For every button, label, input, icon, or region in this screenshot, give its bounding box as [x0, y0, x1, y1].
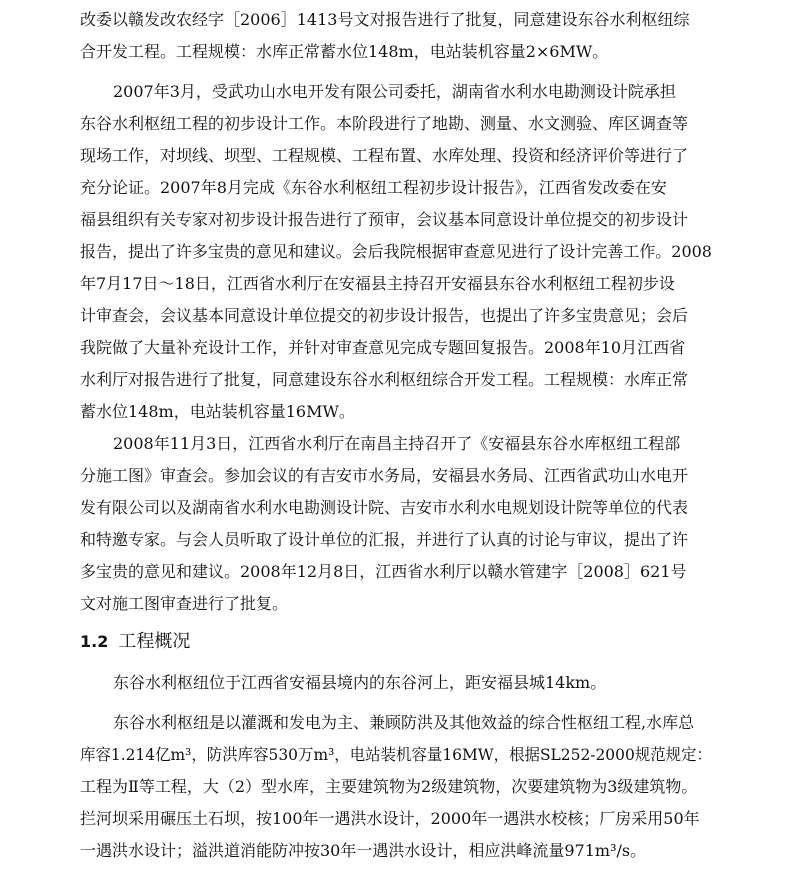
text-line: 年7月17日～18日，江西省水利厅在安福县主持召开安福县东谷水利枢纽工程初步设 [80, 274, 675, 293]
text-line: 一遇洪水设计；溢洪道消能防冲按30年一遇洪水设计，相应洪峰流量971m³/s。 [80, 841, 647, 860]
text-line: 合开发工程。工程规模：水库正常蓄水位148m，电站装机容量2×6MW。 [80, 42, 609, 61]
section-number: 1.2 [80, 632, 109, 651]
text-line: 报告，提出了许多宝贵的意见和建议。会后我院根据审查意见进行了设计完善工作。2008 [80, 242, 712, 261]
text-line: 东谷水利枢纽是以灌溉和发电为主、兼顾防洪及其他效益的综合性枢纽工程,水库总 [113, 713, 695, 732]
text-line: 库容1.214亿m³，防洪库容530万m³，电站装机容量16MW，根据SL252-2000规范规定： [80, 745, 712, 764]
section-heading [80, 628, 190, 656]
section-title: 工程概况 [118, 631, 191, 652]
text-line: 多宝贵的意见和建议。2008年12月8日，江西省水利厅以赣水管建字［2008］621号 [80, 562, 687, 581]
text-line: 蓄水位148m，电站装机容量16MW。 [80, 402, 355, 421]
text-line: 拦河坝采用碾压土石坝，按100年一遇洪水设计，2000年一遇洪水校核；厂房采用50年 [80, 809, 700, 828]
text-line: 福县组织有关专家对初步设计报告进行了预审，会议基本同意设计单位提交的初步设计 [80, 210, 689, 229]
text-line: 水利厅对报告进行了批复，同意建设东谷水利枢纽综合开发工程。工程规模：水库正常 [80, 370, 689, 389]
text-line: 2007年3月，受武功山水电开发有限公司委托，湖南省水利水电勘测设计院承担 [113, 82, 676, 101]
text-line: 东谷水利枢纽工程的初步设计工作。本阶段进行了地勘、测量、水文测验、库区调查等 [80, 114, 689, 133]
text-line: 现场工作，对坝线、坝型、工程规模、工程布置、水库处理、投资和经济评价等进行了 [80, 146, 689, 165]
text-line: 我院做了大量补充设计工作，并针对审查意见完成专题回复报告。2008年10月江西省 [80, 338, 686, 357]
text-line: 工程为Ⅱ等工程，大（2）型水库，主要建筑物为2级建筑物，次要建筑物为3级建筑物。 [80, 777, 698, 796]
text-line: 2008年11月3日，江西省水利厅在南昌主持召开了《安福县东谷水库枢纽工程部 [113, 434, 681, 453]
text-line: 充分论证。2007年8月完成《东谷水利枢纽工程初步设计报告》，江西省发改委在安 [80, 178, 667, 197]
text-line: 东谷水利枢纽位于江西省安福县境内的东谷河上，距安福县城14km。 [113, 673, 607, 692]
text-line: 文对施工图审查进行了批复。 [80, 594, 289, 613]
text-line: 发有限公司以及湖南省水利水电勘测设计院、吉安市水利水电规划设计院等单位的代表 [80, 498, 689, 517]
text-line: 改委以赣发改农经字［2006］1413号文对报告进行了批复，同意建设东谷水利枢纽综 [80, 10, 690, 29]
text-line: 和特邀专家。与会人员听取了设计单位的汇报，并进行了认真的讨论与审议，提出了许 [80, 530, 689, 549]
text-line: 计审查会，会议基本同意设计单位提交的初步设计报告，也提出了许多宝贵意见；会后 [80, 306, 689, 325]
text-line: 分施工图》审查会。参加会议的有吉安市水务局，安福县水务局、江西省武功山水电开 [80, 466, 689, 485]
